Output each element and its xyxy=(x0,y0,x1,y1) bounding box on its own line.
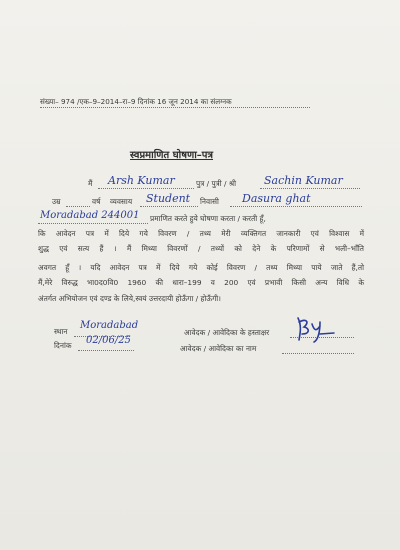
residence-label: निवासी xyxy=(200,197,219,206)
signature-label: आवेदक / आवेदिका के हस्ताक्षर xyxy=(184,328,270,337)
date-underline xyxy=(78,350,134,351)
place-value: Moradabad xyxy=(80,320,139,331)
address-continued: Moradabad 244001 xyxy=(40,210,140,221)
reference-line: संख्या– 974 /एक–9–2014–रा–9 दिनांक 16 जून 2014 का संलग्नक xyxy=(40,97,232,106)
address2-underline xyxy=(38,223,148,224)
applicant-name: Arsh Kumar xyxy=(108,174,175,187)
relation-label: पुत्र / पुत्री / श्री xyxy=(196,179,236,188)
body-line-2: शुद्ध एवं सत्य हैं । मैं मिथ्या विवरणों / तथ्यों को देने के परिणामों से भली–भाँति xyxy=(38,244,364,253)
line3-text: प्रमाणित करते हुये घोषणा करता / करती हूँ, xyxy=(150,214,266,223)
occupation-label: व्यवसाय xyxy=(110,197,133,206)
body-line-1: कि आवेदन पत्र में दिये गये विवरण / तथ्य मेरी व्यक्तिगत जानकारी एवं विश्वास में xyxy=(38,229,364,238)
reference-underline xyxy=(40,107,310,108)
signature-mark xyxy=(290,312,340,344)
address-underline xyxy=(230,206,362,207)
age-underline xyxy=(66,206,90,207)
body-line-5: अंतर्गत अभियोजन एवं दण्ड के लिये,स्वयं उत्तरदायी होऊँगा / होऊँगी। xyxy=(38,294,221,303)
name-underline xyxy=(98,188,194,189)
occupation-value: Student xyxy=(146,192,191,205)
prefix-main: मैं xyxy=(88,179,93,188)
place-label: स्थान xyxy=(54,327,68,336)
date-value: 02/06/25 xyxy=(86,335,131,346)
date-label: दिनांक xyxy=(54,341,72,350)
occupation-underline xyxy=(140,206,198,207)
body-line-4: मैं,मेरे विरुद्ध भा0द0वि0 1960 की धारा–199 व 200 एवं प्रभावी किसी अन्य विधि के xyxy=(38,278,364,287)
name-label: आवेदक / आवेदिका का नाम xyxy=(180,344,257,353)
document-title: स्वप्रमाणित घोषणा–पत्र xyxy=(130,150,214,161)
years-label: वर्ष xyxy=(92,197,101,206)
age-label: उम्र xyxy=(52,197,61,206)
body-line-3: अवगत हूँ । यदि आवेदन पत्र में दिये गये कोई विवरण / तथ्य मिथ्या पाये जाते हैं,तो xyxy=(38,263,364,272)
name-field-underline xyxy=(282,353,354,354)
father-underline xyxy=(260,188,360,189)
father-name: Sachin Kumar xyxy=(264,174,343,187)
address-value: Dasura ghat xyxy=(242,192,311,205)
